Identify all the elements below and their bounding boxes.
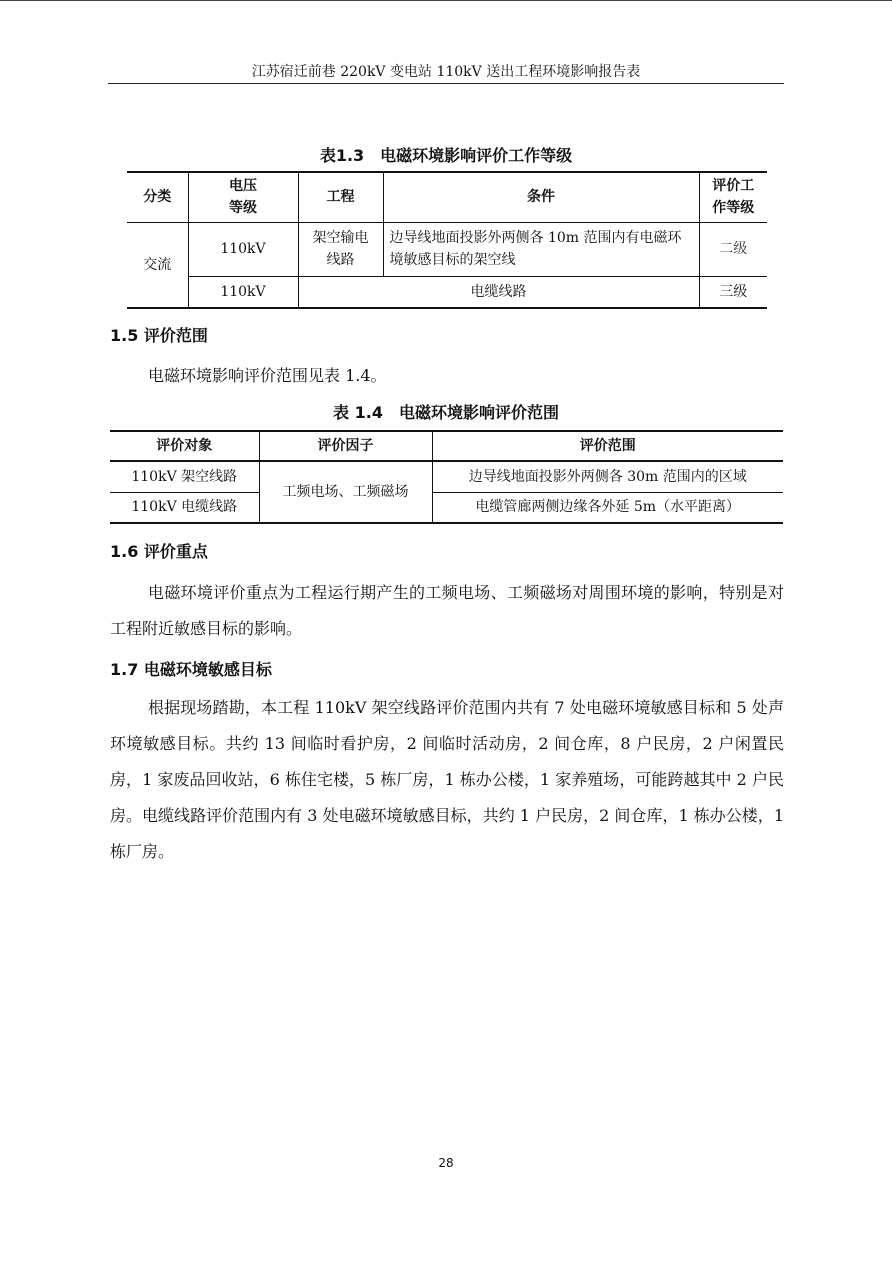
header-voltage: 电压 等级 [188,172,298,222]
cell-project: 架空输电 线路 [298,222,383,276]
table-header-row [110,431,783,461]
section-1-5-title: 1.5 评价范围 [110,326,208,345]
header-range: 评价范围 [432,431,783,461]
cell-category: 交流 [127,222,188,308]
table-1-3 [127,171,767,309]
section-1-6-title: 1.6 评价重点 [110,542,208,561]
cell-range: 电缆管廊两侧边缘各外延 5m（水平距离） [432,492,783,523]
header-category: 分类 [127,172,188,222]
page-header: 江苏宿迁前巷 220kV 变电站 110kV 送出工程环境影响报告表 [251,64,641,80]
table-1-4-caption: 表 1.4 电磁环境影响评价范围 [333,403,559,422]
cell-level: 二级 [699,222,767,276]
section-1-7-title: 1.7 电磁环境敏感目标 [110,660,272,679]
table-row [110,461,783,492]
table-1-4 [110,430,783,524]
section-1-6-paragraph: 电磁环境评价重点为工程运行期产生的工频电场、工频磁场对周围环境的影响，特别是对工程附近敏感目标的影响。 [110,583,784,638]
cell-factor: 工频电场、工频磁场 [259,461,432,523]
header-object: 评价对象 [110,431,259,461]
header-project: 工程 [298,172,383,222]
table-row [127,276,767,308]
page-number: 28 [438,1156,454,1170]
section-1-7-paragraph: 根据现场踏勘，本工程 110kV 架空线路评价范围内共有 7 处电磁环境敏感目标和 5 处声环境敏感目标。共约 13 间临时看护房，2 间临时活动房，2 间仓库，8 户民房，2 户闲置民房，1 家废品回收站，6 栋住宅楼，5 栋厂房，1 栋办公楼，1 家养殖场，可能跨越其中 2 户民房。电缆线路评价范围内有 3 处电磁环境敏感目标，共约 1 户民房，2 间仓库，1 栋办公楼，1 栋厂房。 [110,698,784,861]
section-1-5-paragraph: 电磁环境影响评价范围见表 1.4。 [148,366,387,385]
cell-level: 三级 [699,276,767,308]
cell-voltage: 110kV [188,222,298,276]
table-row [110,492,783,523]
header-level: 评价工 作等级 [699,172,767,222]
table-1-3-caption: 表1.3 电磁环境影响评价工作等级 [319,146,573,165]
cell-object: 110kV 架空线路 [110,461,259,492]
header-factor: 评价因子 [259,431,432,461]
top-border [0,0,892,1]
cell-object: 110kV 电缆线路 [110,492,259,523]
cell-range: 边导线地面投影外两侧各 30m 范围内的区域 [432,461,783,492]
header-condition: 条件 [383,172,699,222]
cell-voltage: 110kV [188,276,298,308]
header-rule [108,83,784,84]
cell-condition: 边导线地面投影外两侧各 10m 范围内有电磁环境敏感目标的架空线 [383,222,699,276]
table-header-row [127,172,767,222]
table-row [127,222,767,276]
cell-project: 电缆线路 [298,276,699,308]
